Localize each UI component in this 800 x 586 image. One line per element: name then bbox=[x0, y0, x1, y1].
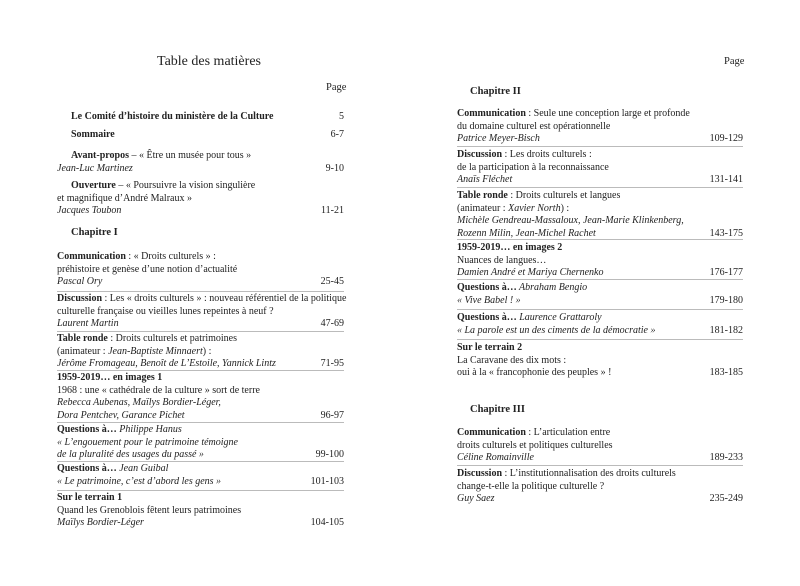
entry-text: : Droits culturels et langues bbox=[507, 190, 621, 201]
entry-author: Damien André et Mariya Chernenko bbox=[457, 267, 604, 278]
divider bbox=[457, 279, 743, 280]
entry-label: Sommaire bbox=[71, 129, 115, 140]
page-number: 176-177 bbox=[709, 267, 743, 278]
entry-quote: « La parole est un des ciments de la démocratie » bbox=[457, 324, 656, 336]
entry-text-2: préhistoire et genèse d’une notion d’actualité bbox=[57, 263, 238, 275]
page-number: 143-175 bbox=[709, 227, 743, 239]
entry-label: Discussion bbox=[457, 468, 503, 479]
animator-name: Jean-Baptiste Minnaert bbox=[108, 345, 203, 357]
divider bbox=[457, 339, 743, 340]
toc-entry-communication[interactable] bbox=[457, 108, 743, 146]
page-number: 181-182 bbox=[709, 324, 743, 336]
entry-author: Patrice Meyer-Bisch bbox=[457, 133, 540, 144]
entry-label: Avant-propos bbox=[71, 150, 129, 161]
page-number: 131-141 bbox=[709, 174, 743, 185]
entry-label: Communication bbox=[457, 108, 526, 119]
entry-text-2: culturelle française ou vieilles lunes repeintes à neuf ? bbox=[57, 305, 274, 317]
entry-quote: « L’engouement pour le patrimoine témoigne bbox=[57, 436, 238, 448]
divider bbox=[57, 370, 344, 371]
entry-text: : Les droits culturels : bbox=[502, 149, 592, 160]
entry-author: Jean-Luc Martinez bbox=[57, 162, 133, 174]
interviewee-name: Laurence Grattaroly bbox=[516, 312, 602, 323]
entry-author-2: Dora Pentchev, Garance Pichet bbox=[57, 409, 185, 421]
entry-text-2: et magnifique d’André Malraux » bbox=[57, 192, 192, 204]
entry-label: Questions à… bbox=[57, 463, 117, 474]
page-number: 6-7 bbox=[330, 129, 344, 140]
interviewee-name: Jean Guibal bbox=[116, 463, 169, 474]
page-number: 101-103 bbox=[310, 475, 344, 487]
entry-text: 1968 : une « cathédrale de la culture » sort de terre bbox=[57, 384, 260, 396]
entry-text-2: (animateur : bbox=[457, 202, 509, 214]
entry-label: Questions à… bbox=[457, 282, 517, 293]
toc-entry-questions-bengio[interactable] bbox=[457, 282, 743, 307]
entry-label: Ouverture bbox=[71, 180, 116, 191]
divider bbox=[57, 422, 344, 423]
toc-entry-communication[interactable] bbox=[57, 251, 344, 289]
entry-text: : Les « droits culturels » : nouveau référentiel de la politique bbox=[102, 293, 347, 304]
entry-text-2: droits culturels et politiques culturelles bbox=[457, 439, 613, 451]
entry-text: : L’articulation entre bbox=[525, 427, 611, 438]
toc-entry-table-ronde[interactable] bbox=[457, 190, 743, 240]
chapter-heading: Chapitre I bbox=[71, 227, 118, 238]
page-number: 11-21 bbox=[321, 205, 344, 216]
toc-entry-communication[interactable] bbox=[457, 427, 743, 465]
entry-text-2: oui à la « francophonie des peuples » ! bbox=[457, 367, 612, 378]
divider bbox=[457, 146, 743, 147]
toc-entry-table-ronde[interactable] bbox=[57, 333, 344, 371]
entry-label: Communication bbox=[457, 427, 526, 438]
toc-entry-terrain[interactable] bbox=[457, 342, 743, 380]
interviewee-name: Abraham Bengio bbox=[516, 282, 588, 293]
page-number: 5 bbox=[339, 111, 344, 122]
entry-author: Maïlys Bordier-Léger bbox=[57, 517, 144, 528]
entry-label: Table ronde bbox=[57, 333, 108, 344]
entry-author: Jacques Toubon bbox=[57, 205, 122, 216]
divider bbox=[457, 309, 743, 310]
entry-text-2: (animateur : bbox=[57, 345, 109, 357]
toc-entry-ouverture[interactable] bbox=[57, 180, 344, 218]
entry-author: Guy Saez bbox=[457, 493, 495, 504]
entry-author-2: Rozenn Milin, Jean-Michel Rachet bbox=[457, 227, 596, 239]
page-number: 9-10 bbox=[325, 162, 344, 174]
entry-label: Le Comité d’histoire du ministère de la Culture bbox=[71, 111, 274, 122]
divider bbox=[57, 461, 344, 462]
page-number: 96-97 bbox=[320, 409, 344, 421]
entry-author: Céline Romainville bbox=[457, 452, 534, 463]
entry-text-3: ) : bbox=[202, 345, 212, 357]
page-number: 109-129 bbox=[709, 133, 743, 144]
divider bbox=[57, 331, 344, 332]
toc-entry-questions-hanus[interactable] bbox=[57, 424, 344, 462]
entry-text: : Droits culturels et patrimoines bbox=[107, 333, 237, 344]
page-number: 104-105 bbox=[310, 517, 344, 528]
page-number: 189-233 bbox=[709, 452, 743, 463]
entry-author: Laurent Martin bbox=[57, 318, 119, 329]
entry-label: Questions à… bbox=[57, 424, 117, 435]
entry-author: Jérôme Fromageau, Benoît de L’Estoile, Yannick Lintz bbox=[57, 358, 276, 369]
divider bbox=[57, 490, 344, 491]
left-page-header: Page bbox=[326, 82, 347, 93]
toc-entry-comite[interactable] bbox=[71, 111, 344, 124]
toc-title: Table des matières bbox=[157, 54, 261, 69]
entry-quote: « Vive Babel ! » bbox=[457, 294, 521, 306]
entry-label: Questions à… bbox=[457, 312, 517, 323]
entry-text-2: de la participation à la reconnaissance bbox=[457, 161, 609, 173]
divider bbox=[457, 465, 743, 466]
entry-label: Table ronde bbox=[457, 190, 508, 201]
entry-author: Michèle Gendreau-Massaloux, Jean-Marie Klinkenberg, bbox=[457, 215, 684, 226]
right-page-header: Page bbox=[724, 56, 745, 67]
entry-text: Nuances de langues… bbox=[457, 254, 547, 266]
entry-label: Sur le terrain 2 bbox=[457, 342, 523, 353]
entry-label: Discussion bbox=[57, 293, 103, 304]
entry-text: Quand les Grenoblois fêtent leurs patrimoines bbox=[57, 504, 242, 516]
page-number: 47-69 bbox=[320, 318, 344, 329]
toc-entry-images[interactable] bbox=[57, 372, 344, 422]
entry-quote: « Le patrimoine, c’est d’abord les gens » bbox=[57, 475, 222, 487]
page-number: 99-100 bbox=[315, 449, 344, 460]
entry-text: : L’institutionnalisation des droits culturels bbox=[502, 468, 676, 479]
toc-entry-avant-propos[interactable] bbox=[57, 150, 344, 175]
toc-entry-discussion[interactable] bbox=[57, 293, 347, 331]
entry-quote-2: de la pluralité des usages du passé » bbox=[57, 449, 204, 460]
entry-label: 1959-2019… en images 2 bbox=[457, 242, 563, 253]
toc-entry-discussion[interactable] bbox=[457, 468, 743, 506]
page-number: 235-249 bbox=[709, 493, 743, 504]
entry-text: : Seule une conception large et profonde bbox=[525, 108, 690, 119]
divider bbox=[457, 239, 743, 240]
entry-text: : « Droits culturels » : bbox=[125, 251, 216, 262]
toc-entry-questions-guibal[interactable] bbox=[57, 463, 344, 488]
page-number: 71-95 bbox=[320, 358, 344, 369]
chapter-heading: Chapitre III bbox=[470, 404, 525, 415]
page-number: 25-45 bbox=[320, 276, 344, 287]
entry-author: Pascal Ory bbox=[57, 276, 103, 287]
entry-author: Anaïs Fléchet bbox=[457, 174, 513, 185]
divider bbox=[57, 291, 344, 292]
entry-label: Communication bbox=[57, 251, 126, 262]
entry-text-2: change-t-elle la politique culturelle ? bbox=[457, 480, 605, 492]
divider bbox=[457, 187, 743, 188]
toc-entry-sommaire[interactable] bbox=[71, 129, 344, 142]
toc-entry-terrain[interactable] bbox=[57, 492, 344, 530]
toc-entry-images[interactable] bbox=[457, 242, 743, 280]
entry-text-3: ) : bbox=[560, 202, 570, 214]
page-number: 183-185 bbox=[709, 367, 743, 378]
toc-entry-discussion[interactable] bbox=[457, 149, 743, 187]
entry-text: – « Être un musée pour tous » bbox=[128, 150, 252, 161]
entry-label: Discussion bbox=[457, 149, 503, 160]
page-number: 179-180 bbox=[709, 294, 743, 306]
toc-entry-questions-grattaroly[interactable] bbox=[457, 312, 743, 337]
entry-text: – « Poursuivre la vision singulière bbox=[115, 180, 256, 191]
animator-name: Xavier North bbox=[508, 202, 561, 214]
entry-text: La Caravane des dix mots : bbox=[457, 354, 567, 366]
entry-label: 1959-2019… en images 1 bbox=[57, 372, 163, 383]
interviewee-name: Philippe Hanus bbox=[116, 424, 182, 435]
entry-text-2: du domaine culturel est opérationnelle bbox=[457, 120, 611, 132]
entry-author: Rebecca Aubenas, Maïlys Bordier-Léger, bbox=[57, 397, 221, 408]
chapter-heading: Chapitre II bbox=[470, 86, 521, 97]
entry-label: Sur le terrain 1 bbox=[57, 492, 123, 503]
